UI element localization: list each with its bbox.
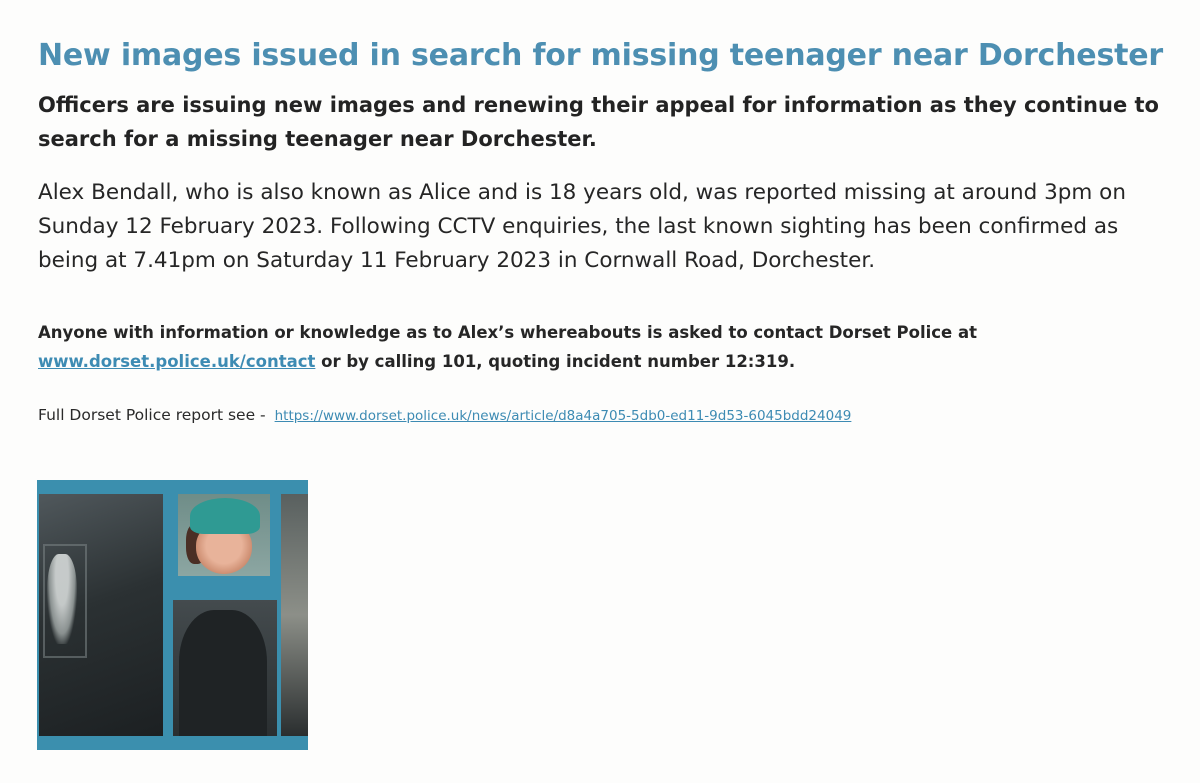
reflection-figure — [47, 554, 77, 644]
cctv-panel-left — [39, 494, 163, 736]
standfirst: Officers are issuing new images and renewing their appeal for information as they continue to search for a missing teenager near Dorchester. — [38, 93, 1159, 151]
report-label: Full Dorset Police report see - — [38, 406, 266, 424]
body-paragraph: Alex Bendall, who is also known as Alice and is 18 years old, was reported missing at around 3pm on Sunday 12 February 2023. Following CCTV enquiries, the last known sighting has been confirmed as being at 7.41pm on Saturday 11 February 2023 in Cornwall Road, Dorchester. — [38, 180, 1126, 273]
cctv-panel-face — [178, 494, 270, 576]
appeal-prefix: Anyone with information or knowledge as to Alex’s whereabouts is asked to contact Dorset Police at — [38, 323, 977, 342]
cctv-panel-body — [173, 600, 277, 736]
beanie-hat — [190, 498, 260, 534]
coat-shape — [179, 610, 267, 736]
appeal-paragraph — [38, 318, 1178, 376]
report-link[interactable]: https://www.dorset.police.uk/news/article/d8a4a705-5db0-ed11-9d53-6045bdd24049 — [274, 408, 852, 424]
cctv-image-collage — [37, 480, 308, 750]
cctv-panel-right — [281, 494, 308, 736]
headline: New images issued in search for missing teenager near Dorchester — [38, 38, 1163, 73]
report-line — [38, 402, 1178, 429]
contact-link[interactable]: www.dorset.police.uk/contact — [38, 352, 316, 371]
appeal-suffix: or by calling 101, quoting incident number 12:319. — [321, 352, 796, 371]
